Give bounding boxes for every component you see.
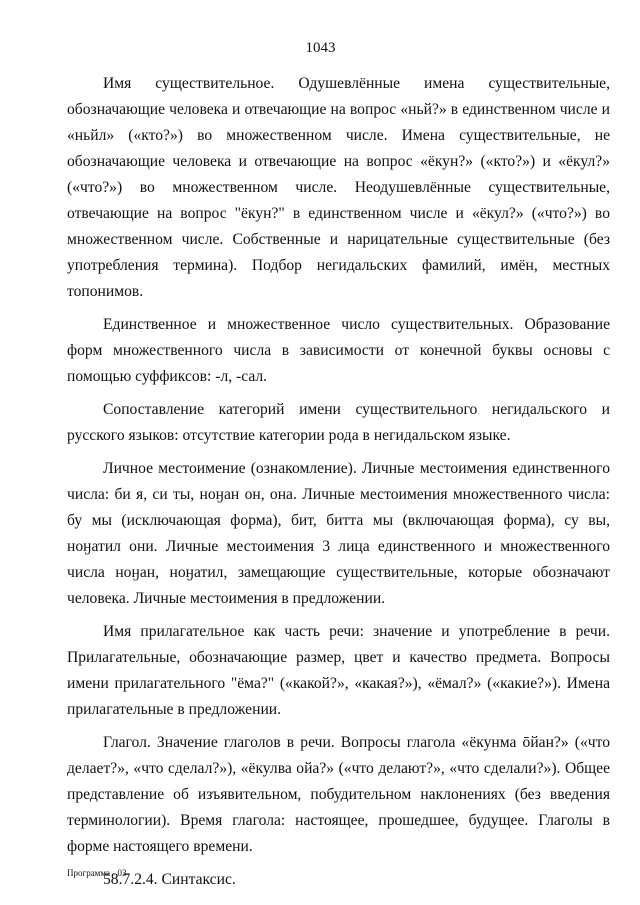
paragraph-verb: Глагол. Значение глаголов в речи. Вопросы глагола «ёкунма ōйан?» («что делает?», «что сделал?»), «ёкулва ойа?» («что делают?», «что сделали?»). Общее представление об изъявительном, побудительном наклонениях (без введения терминологии). Время глагола: настоящее, прошедшее, будущее. Глаголы в форме настоящего времени. — [67, 734, 610, 855]
page-footer: Программа - 03 — [67, 868, 127, 878]
paragraph-number: Единственное и множественное число существительных. Образование форм множественного числа в зависимости от конечной буквы основы с помощью суффиксов: -л, -сал. — [67, 316, 610, 385]
paragraph-noun: Имя существительное. Одушевлённые имена существительные, обозначающие человека и отвечающие на вопрос «ньй?» в единственном числе и «ньйл» («кто?») во множественном числе. Имена существительные, не обозначающие человека и отвечающие на вопрос «ёкун?» («кто?») и «ёкул?» («что?») во множественном числе. Неодушевлённые существительные, отвечающие на вопрос "ёкун?" в единственном числе и «ёкул?» («что?») во множественном числе. Собственные и нарицательные существительные (без употребления термина). Подбор негидальских фамилий, имён, местных топонимов. — [67, 75, 610, 300]
section-heading-syntax: 58.7.2.4. Синтаксис. — [103, 871, 236, 888]
page-number: 1043 — [305, 40, 336, 56]
paragraph-pronoun: Личное местоимение (ознакомление). Личные местоимения единственного числа: би я, си ты, ноӈан он, она. Личные местоимения множественного числа: бу мы (исключающая форма), бит, битта мы (включающая форма), су вы, ноӈатил они. Личные местоимения 3 лица единственного и множественного числа ноӈан, ноӈатил, замещающие существительные, которые обозначают человека. Личные местоимения в предложении. — [67, 460, 610, 607]
paragraph-adjective: Имя прилагательное как часть речи: значение и употребление в речи. Прилагательные, обозначающие размер, цвет и качество предмета. Вопросы имени прилагательного "ёма?" («какой?», «какая?»), «ёмал?» («какие?»). Имена прилагательные в предложении. — [67, 623, 610, 718]
paragraph-comparison: Сопоставление категорий имени существительного негидальского и русского языков: отсутствие категории рода в негидальском языке. — [67, 401, 610, 444]
